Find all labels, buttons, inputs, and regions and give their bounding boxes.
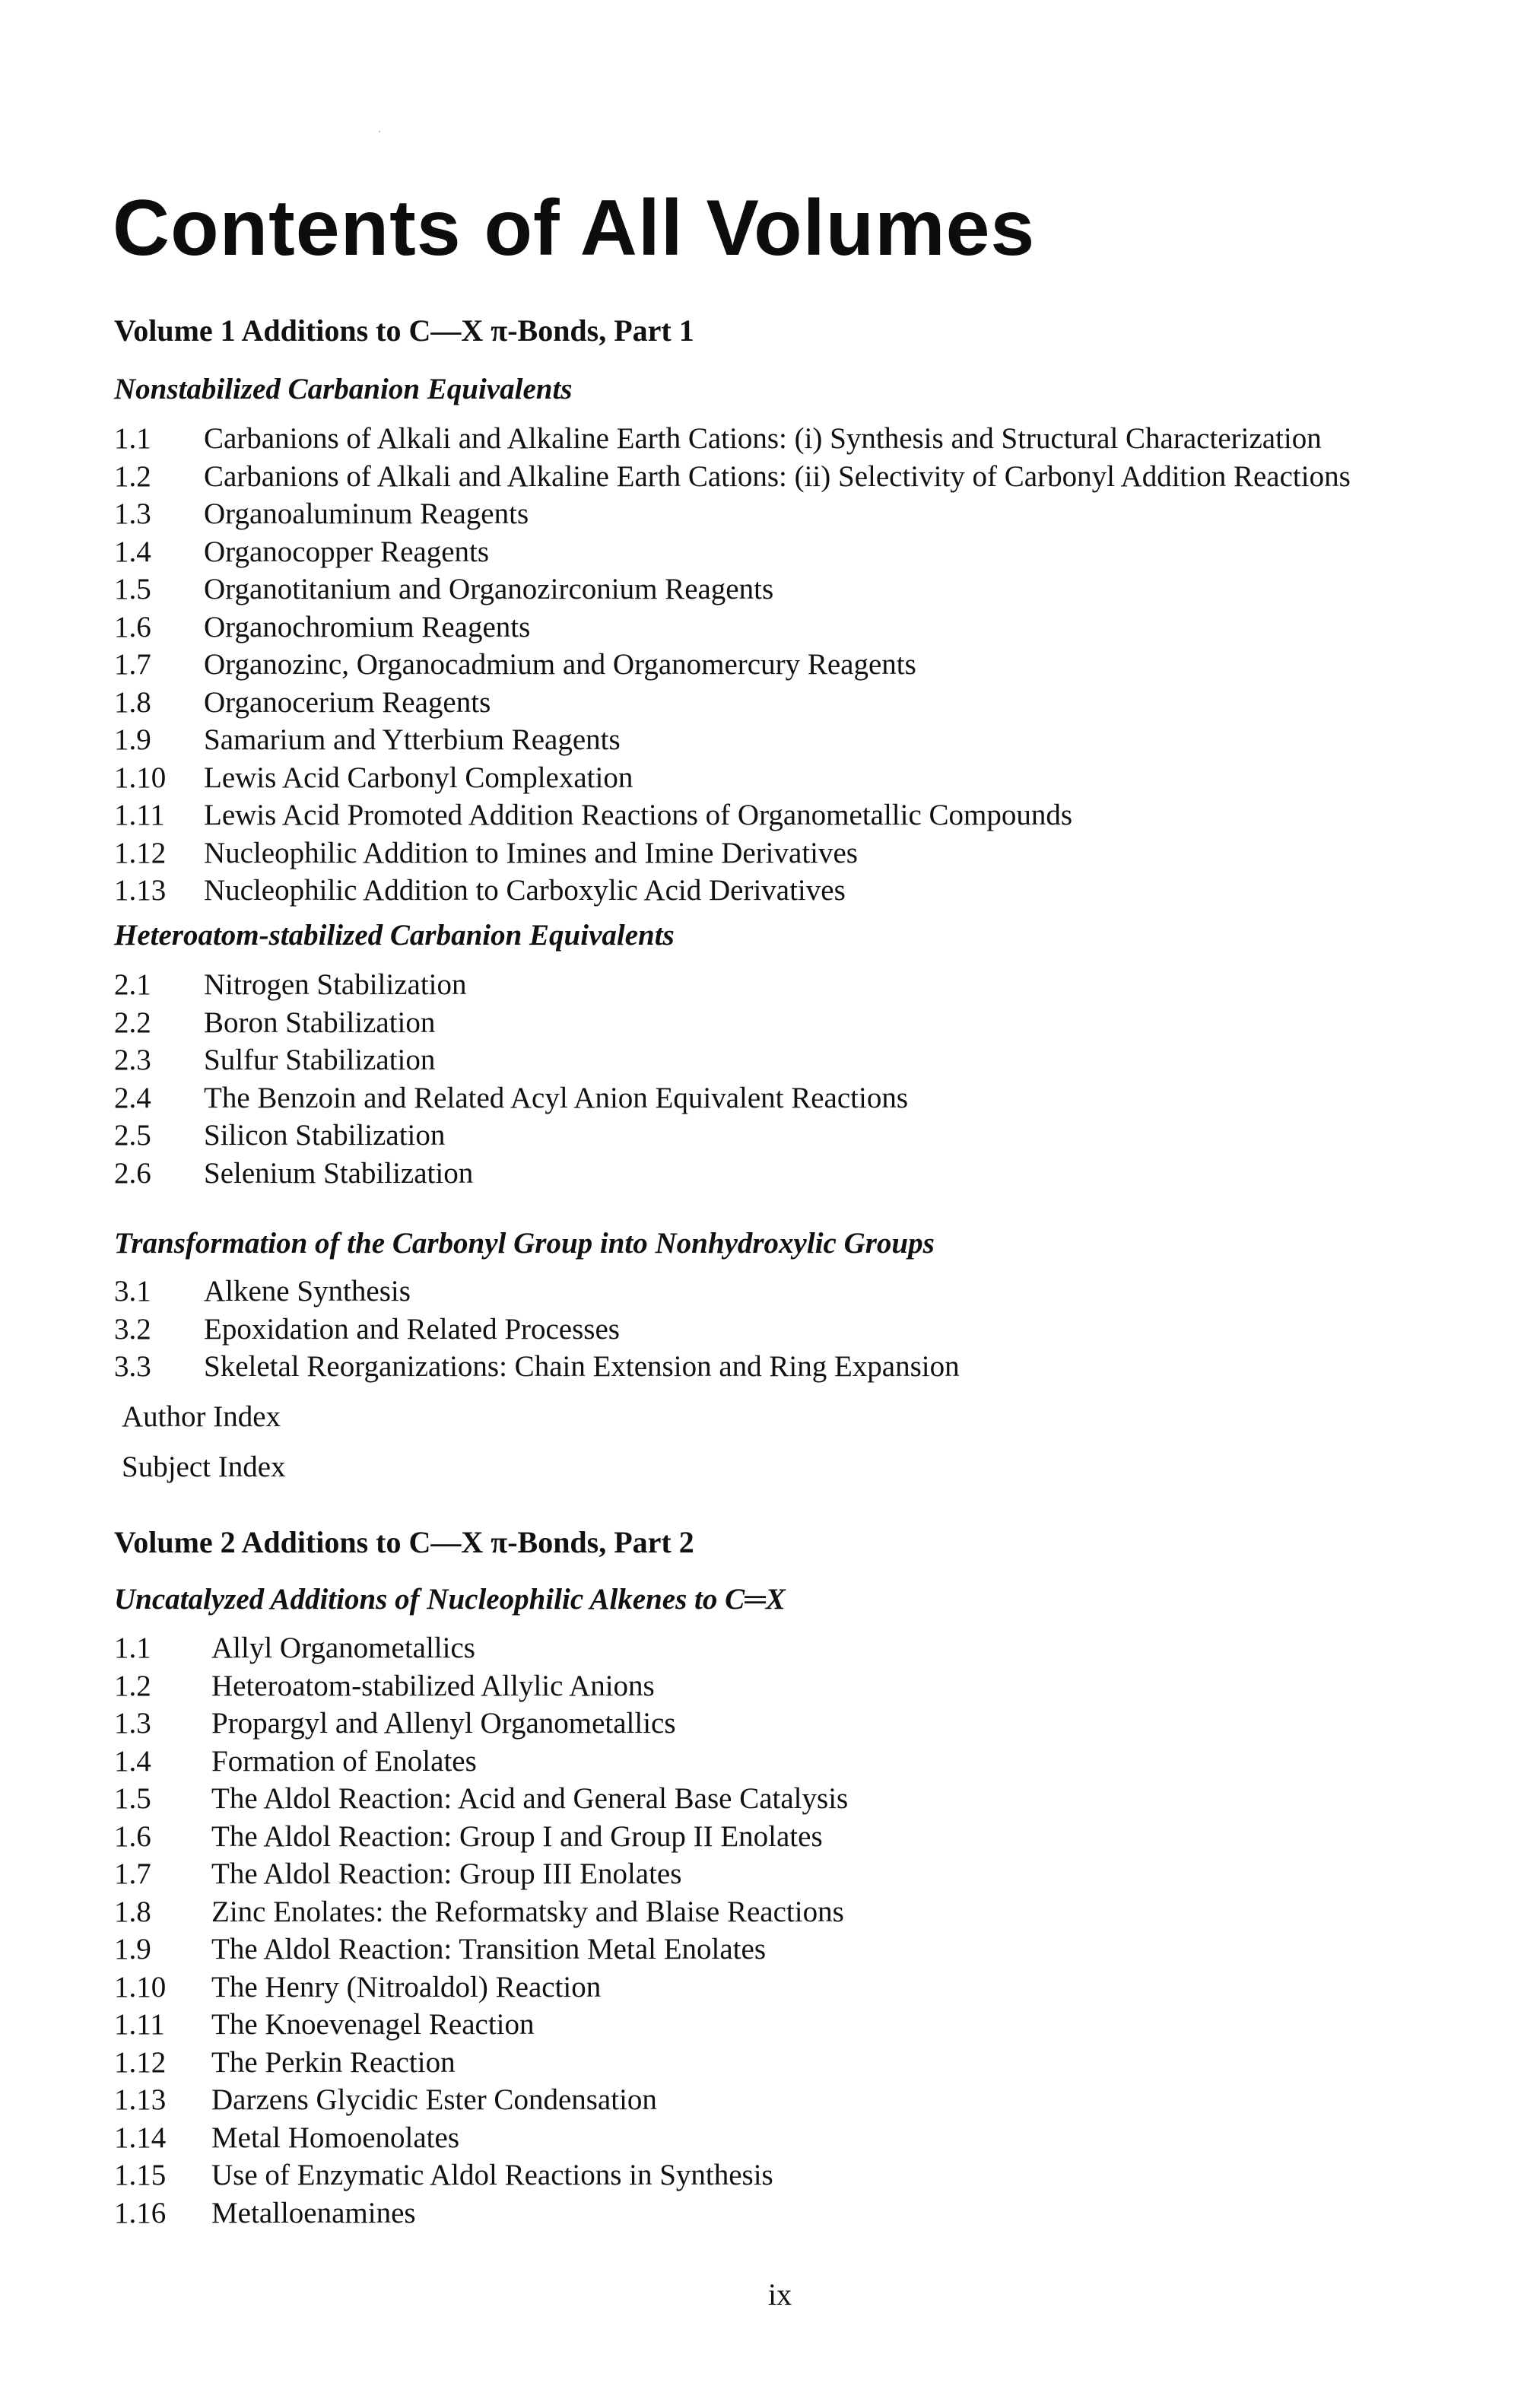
section-heading-heteroatom: Heteroatom-stabilized Carbanion Equivalents (114, 919, 675, 952)
entry-title: Darzens Glycidic Ester Condensation (211, 2083, 657, 2116)
entry-title: Metalloenamines (211, 2196, 416, 2229)
entry-title: Heteroatom-stabilized Allylic Anions (211, 1669, 655, 1702)
toc-entry (114, 2194, 848, 2232)
entry-number: 1.16 (114, 2196, 167, 2229)
volume-1-heading: Volume 1 Additions to C—X π-Bonds, Part 1 (114, 313, 694, 348)
entry-number: 1.9 (114, 723, 151, 756)
entry-title: The Perkin Reaction (211, 2045, 456, 2079)
entry-title: The Henry (Nitroaldol) Reaction (211, 1970, 602, 2004)
entry-number: 1.11 (114, 2008, 165, 2041)
entry-number: 1.1 (114, 422, 151, 455)
toc-entry (114, 1855, 848, 1893)
entry-title: Skeletal Reorganizations: Chain Extension and Ring Expansion (204, 1350, 960, 1383)
author-index: Author Index (122, 1400, 281, 1433)
toc-entry (114, 1629, 848, 1667)
entry-title: Nitrogen Stabilization (204, 968, 467, 1001)
toc-entry (114, 458, 1351, 496)
entry-title: Carbanions of Alkali and Alkaline Earth Cations: (i) Synthesis and Structural Characterization (204, 422, 1322, 455)
section-list-heteroatom (114, 966, 908, 1192)
entry-number: 1.11 (114, 799, 165, 831)
entry-title: Formation of Enolates (211, 1744, 477, 1778)
entry-number: 2.4 (114, 1081, 151, 1114)
entry-number: 1.2 (114, 459, 151, 493)
toc-entry (114, 1667, 848, 1705)
toc-entry (114, 1079, 908, 1117)
page-title: Contents of All Volumes (113, 184, 1036, 272)
toc-entry (114, 533, 1351, 571)
entry-number: 3.1 (114, 1275, 151, 1308)
toc-entry (114, 1155, 908, 1193)
entry-title: Carbanions of Alkali and Alkaline Earth Cations: (ii) Selectivity of Carbonyl Addition Reactions (204, 459, 1351, 493)
entry-title: Organocopper Reagents (204, 535, 490, 568)
entry-title: Nucleophilic Addition to Imines and Imine Derivatives (204, 836, 858, 869)
entry-number: 1.8 (114, 1895, 151, 1928)
toc-entry (114, 1117, 908, 1155)
toc-entry (114, 1818, 848, 1856)
volume-2-heading: Volume 2 Additions to C—X π-Bonds, Part 2 (114, 1525, 694, 1559)
entry-number: 1.8 (114, 685, 151, 719)
section-list-uncatalyzed (114, 1629, 848, 2232)
toc-entry (114, 796, 1351, 834)
toc-entry (114, 721, 1351, 759)
toc-entry (114, 834, 1351, 872)
toc-entry (114, 2081, 848, 2119)
toc-entry (114, 420, 1351, 458)
scan-speck (379, 131, 380, 132)
toc-entry (114, 684, 1351, 722)
entry-title: Samarium and Ytterbium Reagents (204, 723, 621, 756)
entry-number: 1.5 (114, 573, 151, 605)
page-number: ix (768, 2277, 792, 2312)
toc-entry (114, 1930, 848, 1969)
entry-number: 1.10 (114, 761, 167, 794)
entry-title: Lewis Acid Carbonyl Complexation (204, 761, 633, 794)
entry-title: Propargyl and Allenyl Organometallics (211, 1707, 676, 1740)
entry-title: Sulfur Stabilization (204, 1044, 436, 1076)
entry-title: The Knoevenagel Reaction (211, 2008, 535, 2041)
entry-number: 1.15 (114, 2159, 167, 2191)
entry-number: 2.3 (114, 1044, 151, 1076)
entry-number: 1.9 (114, 1933, 151, 1965)
entry-title: Epoxidation and Related Processes (204, 1312, 620, 1346)
entry-title: Organoaluminum Reagents (204, 497, 529, 530)
entry-number: 2.6 (114, 1156, 151, 1190)
toc-entry (114, 1273, 960, 1311)
entry-title: Use of Enzymatic Aldol Reactions in Synthesis (211, 2159, 773, 2191)
entry-number: 1.7 (114, 648, 151, 681)
entry-title: Organocerium Reagents (204, 685, 491, 719)
entry-number: 1.6 (114, 1819, 151, 1853)
entry-title: The Aldol Reaction: Group III Enolates (211, 1857, 682, 1890)
toc-entry (114, 570, 1351, 609)
toc-entry (114, 1348, 960, 1386)
entry-title: Boron Stabilization (204, 1006, 436, 1039)
toc-entry (114, 646, 1351, 684)
entry-title: Allyl Organometallics (211, 1632, 475, 1664)
toc-entry (114, 1705, 848, 1743)
toc-entry (114, 1041, 908, 1079)
entry-title: Organochromium Reagents (204, 610, 531, 643)
entry-number: 1.2 (114, 1669, 151, 1702)
entry-title: The Aldol Reaction: Transition Metal Enolates (211, 1933, 767, 1965)
toc-entry (114, 2006, 848, 2044)
entry-number: 3.2 (114, 1312, 151, 1346)
entry-number: 1.6 (114, 610, 151, 643)
entry-number: 1.12 (114, 836, 167, 869)
toc-entry (114, 1893, 848, 1931)
toc-entry (114, 759, 1351, 797)
entry-number: 1.3 (114, 1707, 151, 1740)
entry-number: 2.5 (114, 1119, 151, 1152)
entry-title: Zinc Enolates: the Reformatsky and Blaise Reactions (211, 1895, 844, 1928)
toc-entry (114, 966, 908, 1004)
entry-title: Metal Homoenolates (211, 2121, 459, 2154)
entry-title: Silicon Stabilization (204, 1119, 446, 1152)
toc-entry (114, 495, 1351, 533)
entry-number: 1.5 (114, 1782, 151, 1815)
entry-title: The Aldol Reaction: Group I and Group II Enolates (211, 1819, 823, 1853)
entry-title: Lewis Acid Promoted Addition Reactions of Organometallic Compounds (204, 799, 1073, 831)
entry-number: 3.3 (114, 1350, 151, 1383)
entry-number: 1.14 (114, 2121, 167, 2154)
toc-entry (114, 2044, 848, 2082)
toc-entry (114, 2119, 848, 2157)
entry-title: Alkene Synthesis (204, 1275, 411, 1308)
entry-title: Organozinc, Organocadmium and Organomercury Reagents (204, 648, 916, 681)
entry-number: 1.4 (114, 535, 151, 568)
entry-title: Selenium Stabilization (204, 1156, 474, 1190)
entry-number: 2.2 (114, 1006, 151, 1039)
entry-title: The Benzoin and Related Acyl Anion Equivalent Reactions (204, 1081, 909, 1114)
entry-number: 1.1 (114, 1632, 151, 1664)
toc-entry (114, 1780, 848, 1818)
toc-entry (114, 1004, 908, 1042)
toc-entry (114, 1743, 848, 1781)
entry-number: 1.3 (114, 497, 151, 530)
section-heading-uncatalyzed: Uncatalyzed Additions of Nucleophilic Alkenes to C═X (114, 1583, 786, 1616)
section-heading-nonstabilized: Nonstabilized Carbanion Equivalents (114, 373, 573, 405)
entry-title: Organotitanium and Organozirconium Reagents (204, 573, 774, 605)
section-list-nonstabilized (114, 420, 1351, 910)
entry-number: 1.12 (114, 2045, 167, 2079)
entry-title: Nucleophilic Addition to Carboxylic Acid Derivatives (204, 874, 846, 907)
subject-index: Subject Index (122, 1451, 286, 1483)
entry-title: The Aldol Reaction: Acid and General Base Catalysis (211, 1782, 849, 1815)
toc-entry (114, 1969, 848, 2007)
entry-number: 1.4 (114, 1744, 151, 1778)
entry-number: 1.10 (114, 1970, 167, 2004)
toc-entry (114, 872, 1351, 910)
entry-number: 1.13 (114, 874, 167, 907)
toc-entry (114, 1311, 960, 1349)
toc-entry (114, 2156, 848, 2194)
entry-number: 2.1 (114, 968, 151, 1001)
entry-number: 1.7 (114, 1857, 151, 1890)
section-list-carbonyl-transformation (114, 1273, 960, 1386)
toc-entry (114, 609, 1351, 647)
section-heading-carbonyl-transformation: Transformation of the Carbonyl Group into Nonhydroxylic Groups (114, 1227, 935, 1260)
entry-number: 1.13 (114, 2083, 167, 2116)
